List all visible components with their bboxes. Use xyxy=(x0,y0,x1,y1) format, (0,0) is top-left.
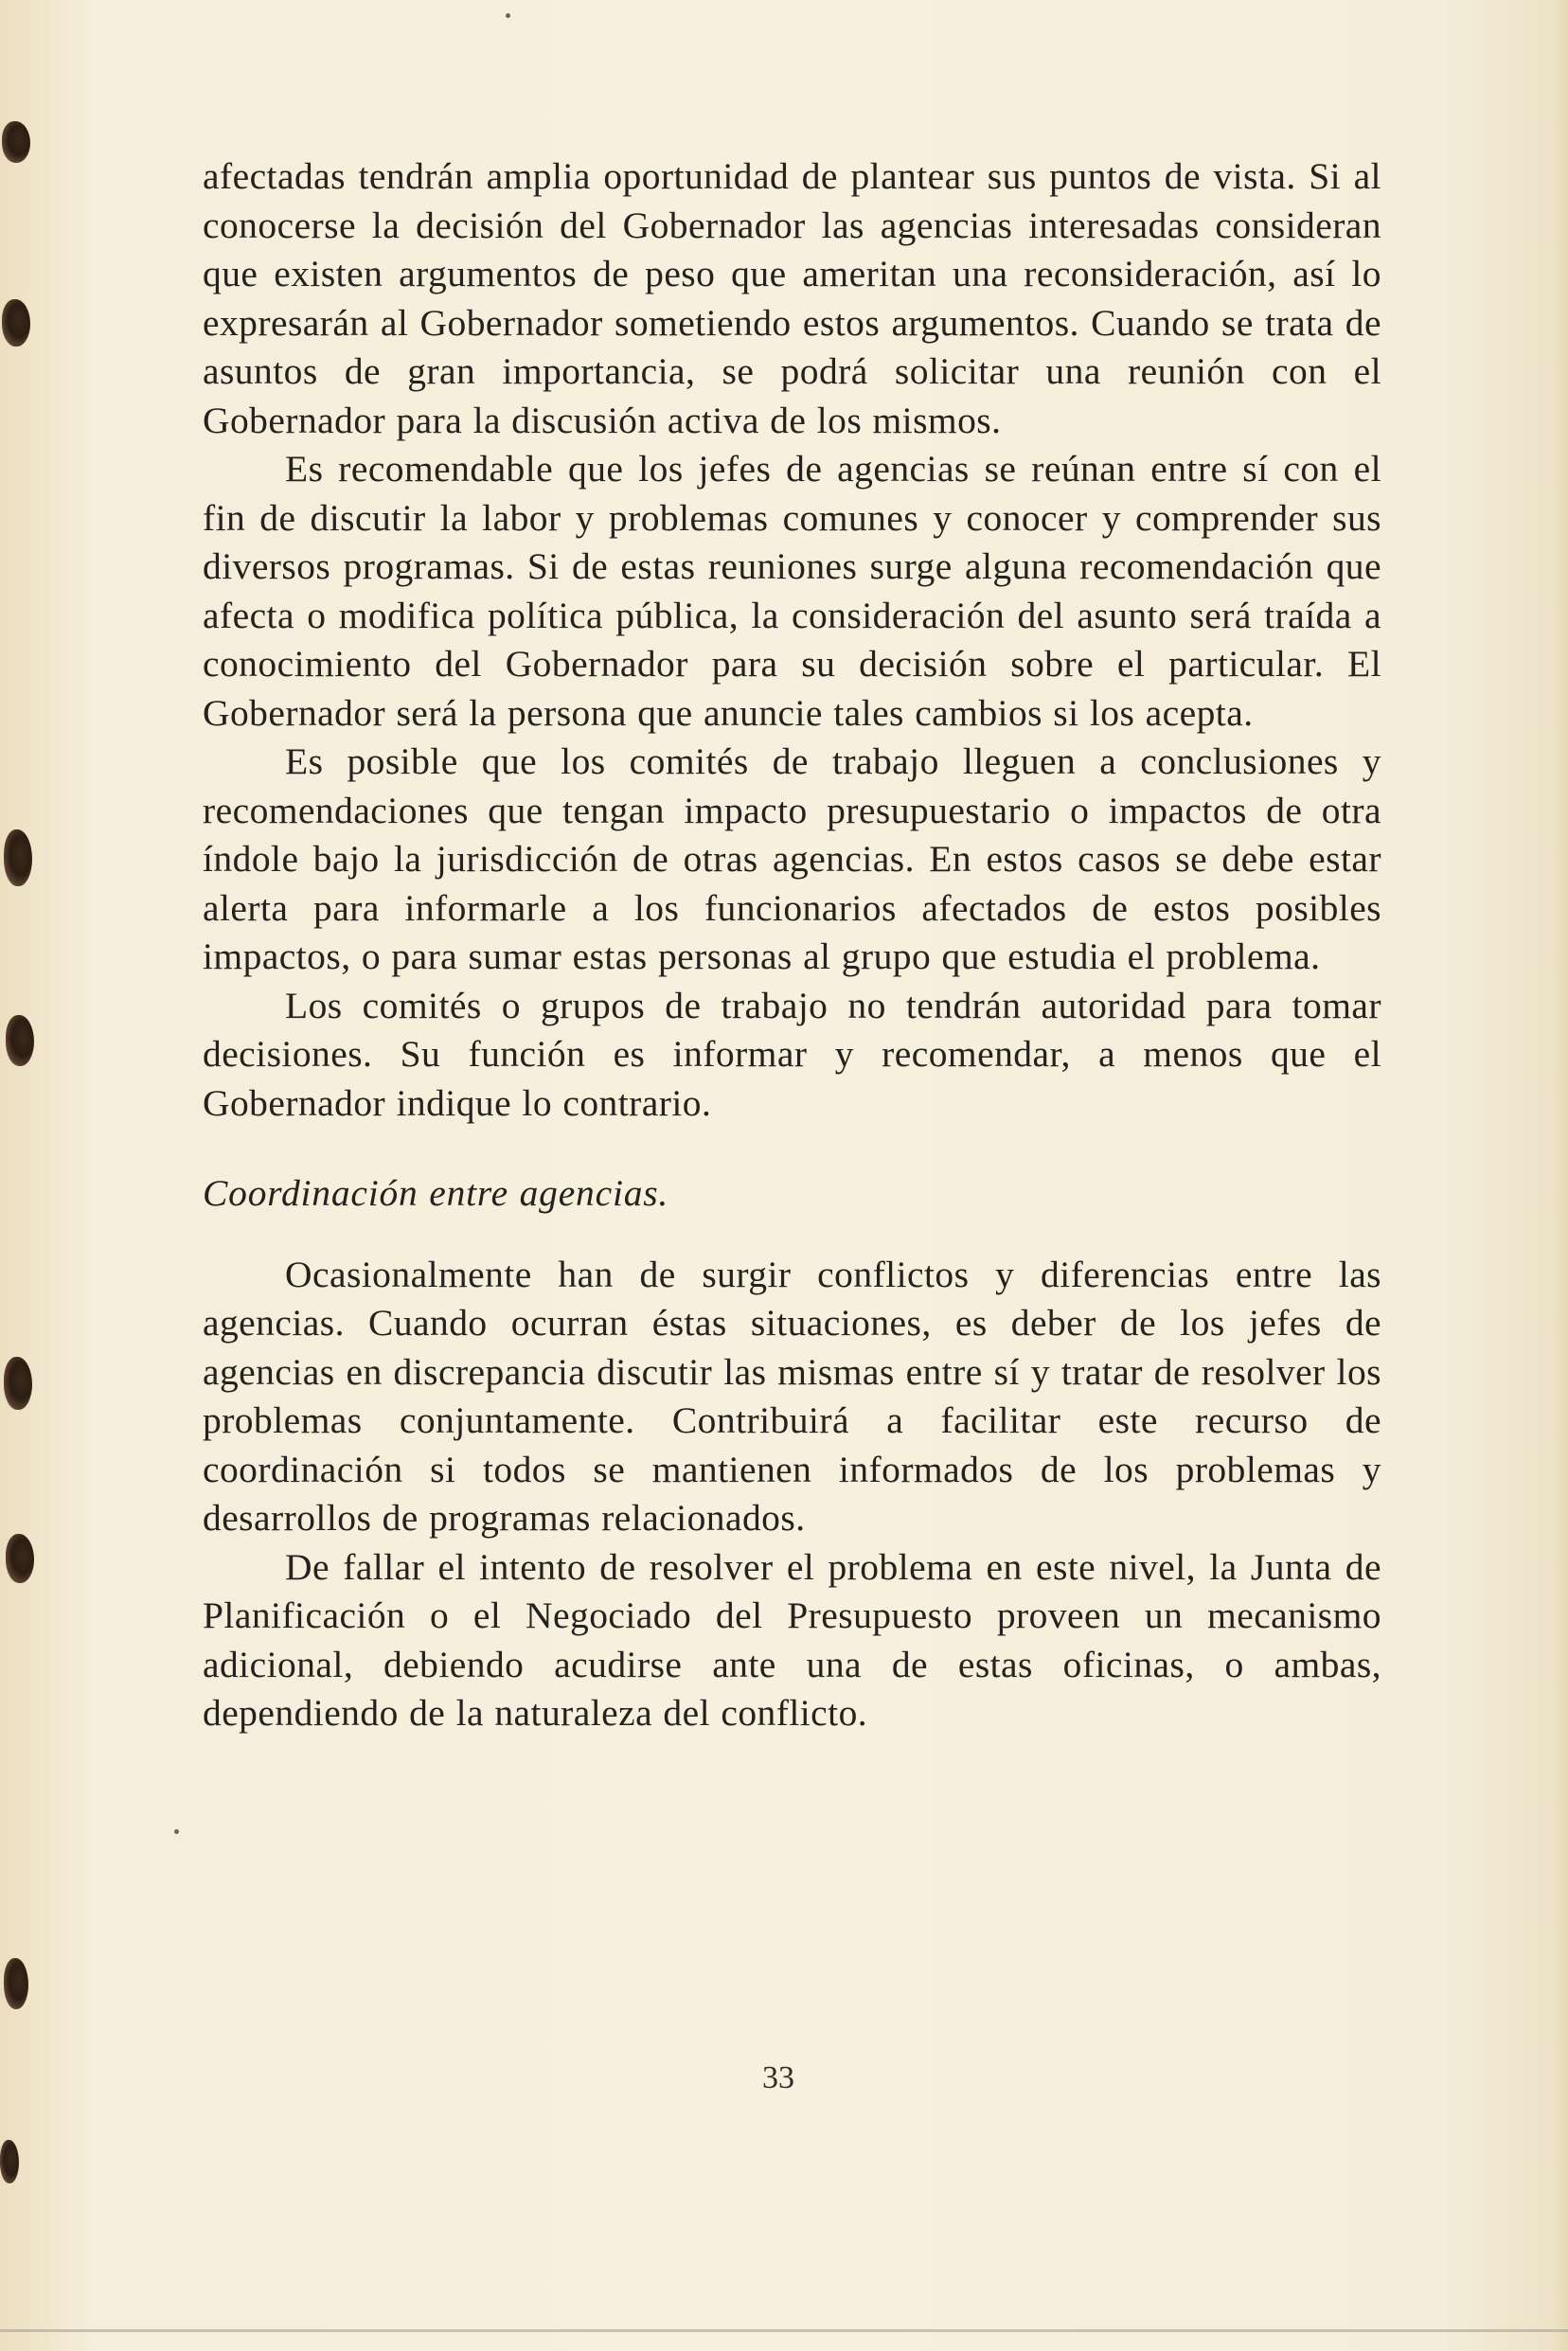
page-edge-shadow xyxy=(1551,0,1568,2351)
binding-hole-5 xyxy=(4,1357,32,1410)
binding-hole-6 xyxy=(6,1534,34,1583)
binding-hole-1 xyxy=(2,121,30,163)
page-number: 33 xyxy=(762,2060,794,2095)
paragraph-6: De fallar el intento de resolver el problema en este nivel, la Junta de Planificación o el Negociado del Presupuesto proveen un mecanismo adicional, debiendo acudirse ante una de estas oficinas, o ambas, dependiendo de la naturaleza del conflicto. xyxy=(203,1545,1381,1734)
binding-hole-2 xyxy=(2,299,30,347)
binding-hole-7 xyxy=(4,1958,28,2009)
binding-hole-3 xyxy=(4,829,32,886)
binding-hole-4 xyxy=(6,1015,34,1066)
paragraph-3: Es posible que los comités de trabajo lleguen a conclusiones y recomendaciones que tengan impacto presupuestario o impactos de otra índole bajo la jurisdicción de otras agencias. En estos casos se debe estar alerta para informarle a los funcionarios afectados de estos posibles impactos, o para sumar estas personas al grupo que estudia el problema. xyxy=(203,740,1381,977)
speck xyxy=(174,1829,179,1834)
paragraph-1: afectadas tendrán amplia oportunidad de plantear sus puntos de vista. Si al conocerse la decisión del Gobernador las agencias interesadas consideran que existen argumentos de peso que ameritan una reconsideración, así lo expresarán al Gobernador sometiendo estos argumentos. Cuando se trata de asuntos de gran importancia, se podrá solicitar una reunión con el Gobernador para la discusión activa de los mismos. xyxy=(203,155,1381,441)
paragraph-4: Los comités o grupos de trabajo no tendrán autoridad para tomar decisiones. Su función es informar y recomendar, a menos que el Gobernador indique lo contrario. xyxy=(203,984,1381,1124)
binding-hole-8 xyxy=(0,2140,19,2183)
paragraph-5: Ocasionalmente han de surgir conflictos y diferencias entre las agencias. Cuando ocurran éstas situaciones, es deber de los jefes de agencias en discrepancia discutir las mismas entre sí y tratar de resolver los problemas conjuntamente. Contribuirá a facilitar este recurso de coordinación si todos se mantienen informados de los problemas y desarrollos de programas relacionados. xyxy=(203,1253,1381,1539)
page-bottom-line xyxy=(0,2329,1568,2332)
section-heading: Coordinación entre agencias. xyxy=(203,1172,669,1214)
speck xyxy=(506,13,510,18)
body-text xyxy=(203,152,1381,1738)
paragraph-2: Es recomendable que los jefes de agencias se reúnan entre sí con el fin de discutir la labor y problemas comunes y conocer y comprender sus diversos programas. Si de estas reuniones surge alguna recomendación que afecta o modifica política pública, la consideración del asunto será traída a conocimiento del Gobernador para su decisión sobre el particular. El Gobernador será la persona que anuncie tales cambios si los acepta. xyxy=(203,448,1381,734)
